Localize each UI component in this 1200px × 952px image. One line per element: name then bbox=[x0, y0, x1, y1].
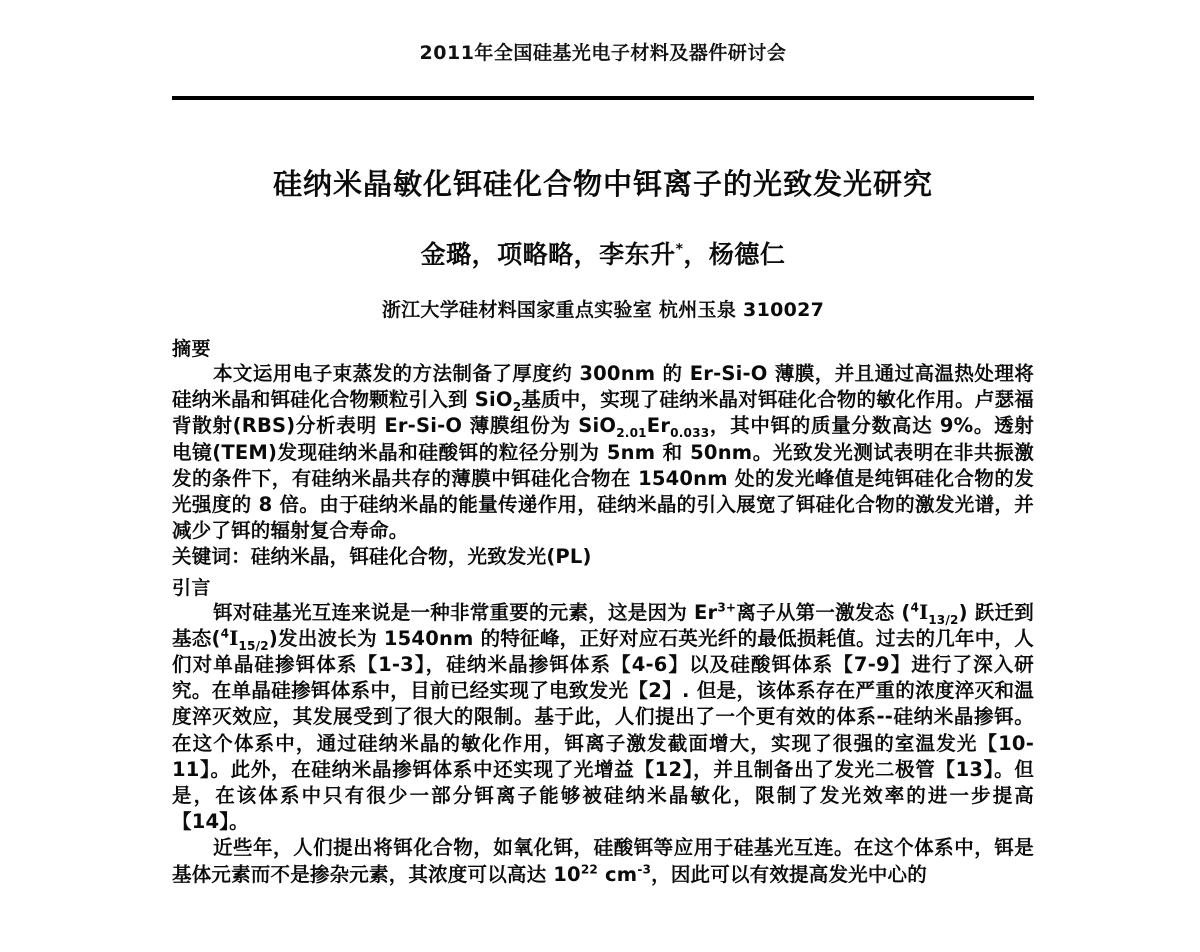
abstract-text-a: 本文运用电子束蒸发的方法制备了厚度约 300nm 的 Er-Si-O 薄膜，并且通过高温热处理将硅纳米晶和铒硅化合物颗粒引入到 SiO bbox=[172, 362, 1034, 412]
header-divider-rule bbox=[172, 96, 1034, 100]
intro-subscript-j-2: 15/2 bbox=[238, 638, 269, 653]
author-names: 金璐，项略略，李东升 bbox=[420, 240, 676, 269]
intro-superscript-multiplicity-2: 4 bbox=[220, 626, 230, 641]
keywords-value: 硅纳米晶，铒硅化合物，光致发光(PL) bbox=[250, 545, 592, 569]
intro-term-symbol-2: I bbox=[229, 626, 239, 650]
intro2-text-a: 近些年，人们提出将铒化合物，如氧化铒，硅酸铒等应用于硅基光互连。在这个体系中，铒是基体元素而不是掺杂元素，其浓度可以高达 10 bbox=[172, 836, 1034, 886]
intro-superscript-multiplicity-1: 4 bbox=[910, 600, 920, 615]
intro-text-f: )发出波长为 1540nm 的特征峰，正好对应石英光纤的最低损耗值。过去的几年中，人们对单晶硅掺铒体系【1-3】，硅纳米晶掺铒体系【4-6】以及硅酸铒体系【7-9】进行了深入研究。在单晶硅掺铒体系中，目前已经实现了电致发光【2】. 但是，该体系存在严重的浓度淬灭和温度淬灭效应，其发展受到了很大的限制。基于此，人们提出了一个更有效的体系--硅纳米晶掺铒。在这个体系中，通过硅纳米晶的敏化作用，铒离子激发截面增大，实现了很强的室温发光【10-11】。此外，在硅纳米晶掺铒体系中还实现了光增益【12】，并且制备出了发光二极管【13】。但是，在该体系中只有很少一部分铒离子能够被硅纳米晶敏化，限制了发光效率的进一步提高【14】。 bbox=[172, 626, 1034, 834]
intro-text-a: 铒对硅基光互连来说是一种非常重要的元素，这是因为 Er bbox=[212, 600, 718, 624]
abstract-subscript-2: 2.01 bbox=[616, 426, 647, 441]
intro-superscript-charge: 3+ bbox=[717, 600, 737, 615]
corresponding-author-marker: * bbox=[675, 241, 684, 258]
intro2-text-b: cm bbox=[598, 862, 638, 886]
intro-term-symbol-1: I bbox=[919, 600, 929, 624]
intro-subscript-j-1: 13/2 bbox=[928, 612, 959, 627]
abstract-heading: 摘要 bbox=[172, 338, 212, 360]
intro-text-d: ) 跃迁到基态( bbox=[172, 600, 1034, 650]
introduction-paragraph-2 bbox=[172, 835, 1034, 887]
author-list bbox=[172, 235, 1034, 271]
intro-text-b: 离子从第一激发态 ( bbox=[736, 600, 911, 624]
abstract-text-d: ，其中铒的质量分数高达 9%。透射电镜(TEM)发现硅纳米晶和硅酸铒的粒径分别为 5nm 和 50nm。光致发光测试表明在非共振激发的条件下，有硅纳米晶共存的薄膜中铒硅化合物在 1540nm 处的发光峰值是纯铒硅化合物的发光强度的 8 倍。由于硅纳米晶的能量传递作用，硅纳米晶的引入展宽了铒硅化合物的激发光谱，并减少了铒的辐射复合寿命。 bbox=[172, 414, 1034, 543]
intro2-superscript-exponent: 22 bbox=[580, 862, 599, 877]
affiliation: 浙江大学硅材料国家重点实验室 杭州玉泉 310027 bbox=[381, 299, 825, 321]
page-title: 硅纳米晶敏化铒硅化合物中铒离子的光致发光研究 bbox=[272, 167, 933, 201]
intro2-text-c: ，因此可以有效提高发光中心的 bbox=[651, 862, 927, 886]
page-content-column bbox=[172, 0, 1034, 888]
abstract-subscript-1: 2 bbox=[512, 400, 522, 415]
keywords-line bbox=[172, 544, 1034, 570]
abstract-paragraph bbox=[172, 361, 1034, 544]
introduction-paragraph-1 bbox=[172, 600, 1034, 836]
abstract-text-b: 基质中，实现了硅纳米晶对铒硅化合物的敏化作用。卢瑟福背散射(RBS)分析表明 Er-Si-O 薄膜组份为 SiO bbox=[172, 388, 1034, 438]
running-header: 2011年全国硅基光电子材料及器件研讨会 bbox=[419, 42, 787, 64]
author-names-tail: ，杨德仁 bbox=[683, 240, 786, 269]
abstract-section bbox=[172, 334, 1034, 571]
abstract-subscript-3: 0.033 bbox=[670, 426, 710, 441]
abstract-text-c: Er bbox=[646, 414, 671, 438]
introduction-heading: 引言 bbox=[172, 576, 212, 599]
intro2-superscript-unit-exponent: -3 bbox=[637, 862, 652, 877]
introduction-section bbox=[172, 573, 1034, 888]
keywords-label: 关键词： bbox=[172, 545, 251, 569]
